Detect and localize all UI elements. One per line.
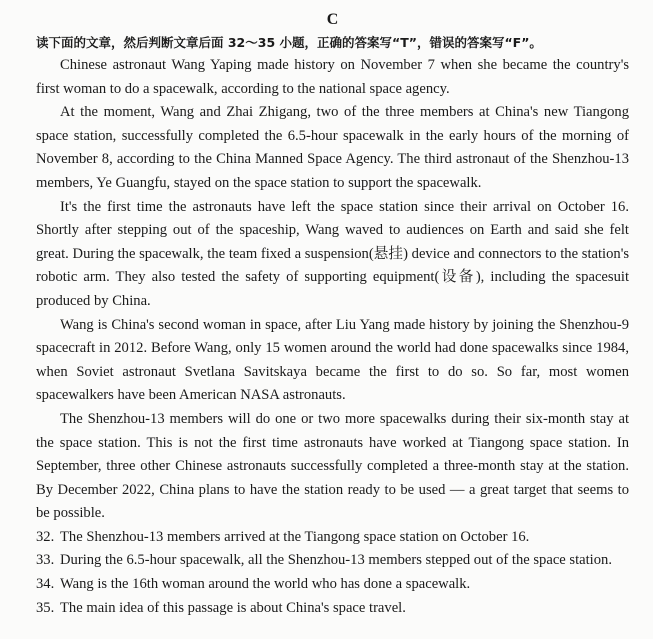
question-text: The Shenzhou-13 members arrived at the Tiangong space station on October 16. [60,528,530,545]
question-text: During the 6.5-hour spacewalk, all the Shenzhou-13 members stepped out of the space station. [60,552,612,569]
section-letter: C [326,11,339,28]
question-number: 32. [36,528,55,545]
question-number: 34. [36,576,55,593]
passage-paragraph-2: At the moment, Wang and Zhai Zhigang, two of the three members at China's new Tiangong space station, successfully completed the 6.5-hour spacewalk in the early hours of the morning of November 8, according to the China Manned Space Agency. The third astronaut of the Shenzhou-13 members, Ye Guangfu, stayed on the space station to support the spacewalk. [36,104,629,191]
passage-paragraph-4: Wang is China's second woman in space, after Liu Yang made history by joining the Shenzhou-9 spacecraft in 2012. Before Wang, only 15 women around the world had done spacewalks since 1984, when Soviet astronaut Svetlana Savitskaya became the first to do so. So far, most women spacewalkers have been American NASA astronauts. [36,316,629,404]
passage-paragraph-1: Chinese astronaut Wang Yaping made history on November 7 when she became the country's first woman to do a spacewalk, according to the national space agency. [36,57,629,97]
question-item [36,549,629,573]
question-number: 33. [36,552,55,569]
question-item [36,526,629,550]
instruction-text: 读下面的文章，然后判断文章后面 32～35 小题，正确的答案写“T”，错误的答案写“F”。 [36,35,542,50]
question-item [36,597,629,621]
question-text: Wang is the 16th woman around the world who has done a spacewalk. [60,576,471,593]
question-item [36,573,629,597]
passage-paragraph-3: It's the first time the astronauts have left the space station since their arrival on October 16. Shortly after stepping out of the spaceship, Wang waved to audiences on Earth and said she felt great. During the spacewalk, the team fixed a suspension(悬挂) device and connectors to the station's robotic arm. They also tested the safety of supporting equipment(设备), including the spacesuit produced by China. [36,198,629,309]
passage [36,54,629,526]
question-number: 35. [36,599,55,616]
question-text: The main idea of this passage is about China's space travel. [60,599,406,616]
question-list [36,526,629,620]
passage-paragraph-5: The Shenzhou-13 members will do one or two more spacewalks during their six-month stay at the space station. This is not the first time astronauts have worked at Tiangong space station. In September, three other Chinese astronauts successfully completed a three-month stay at the station. By December 2022, China plans to have the station ready to be used — a great target that seems to be possible. [36,410,629,522]
